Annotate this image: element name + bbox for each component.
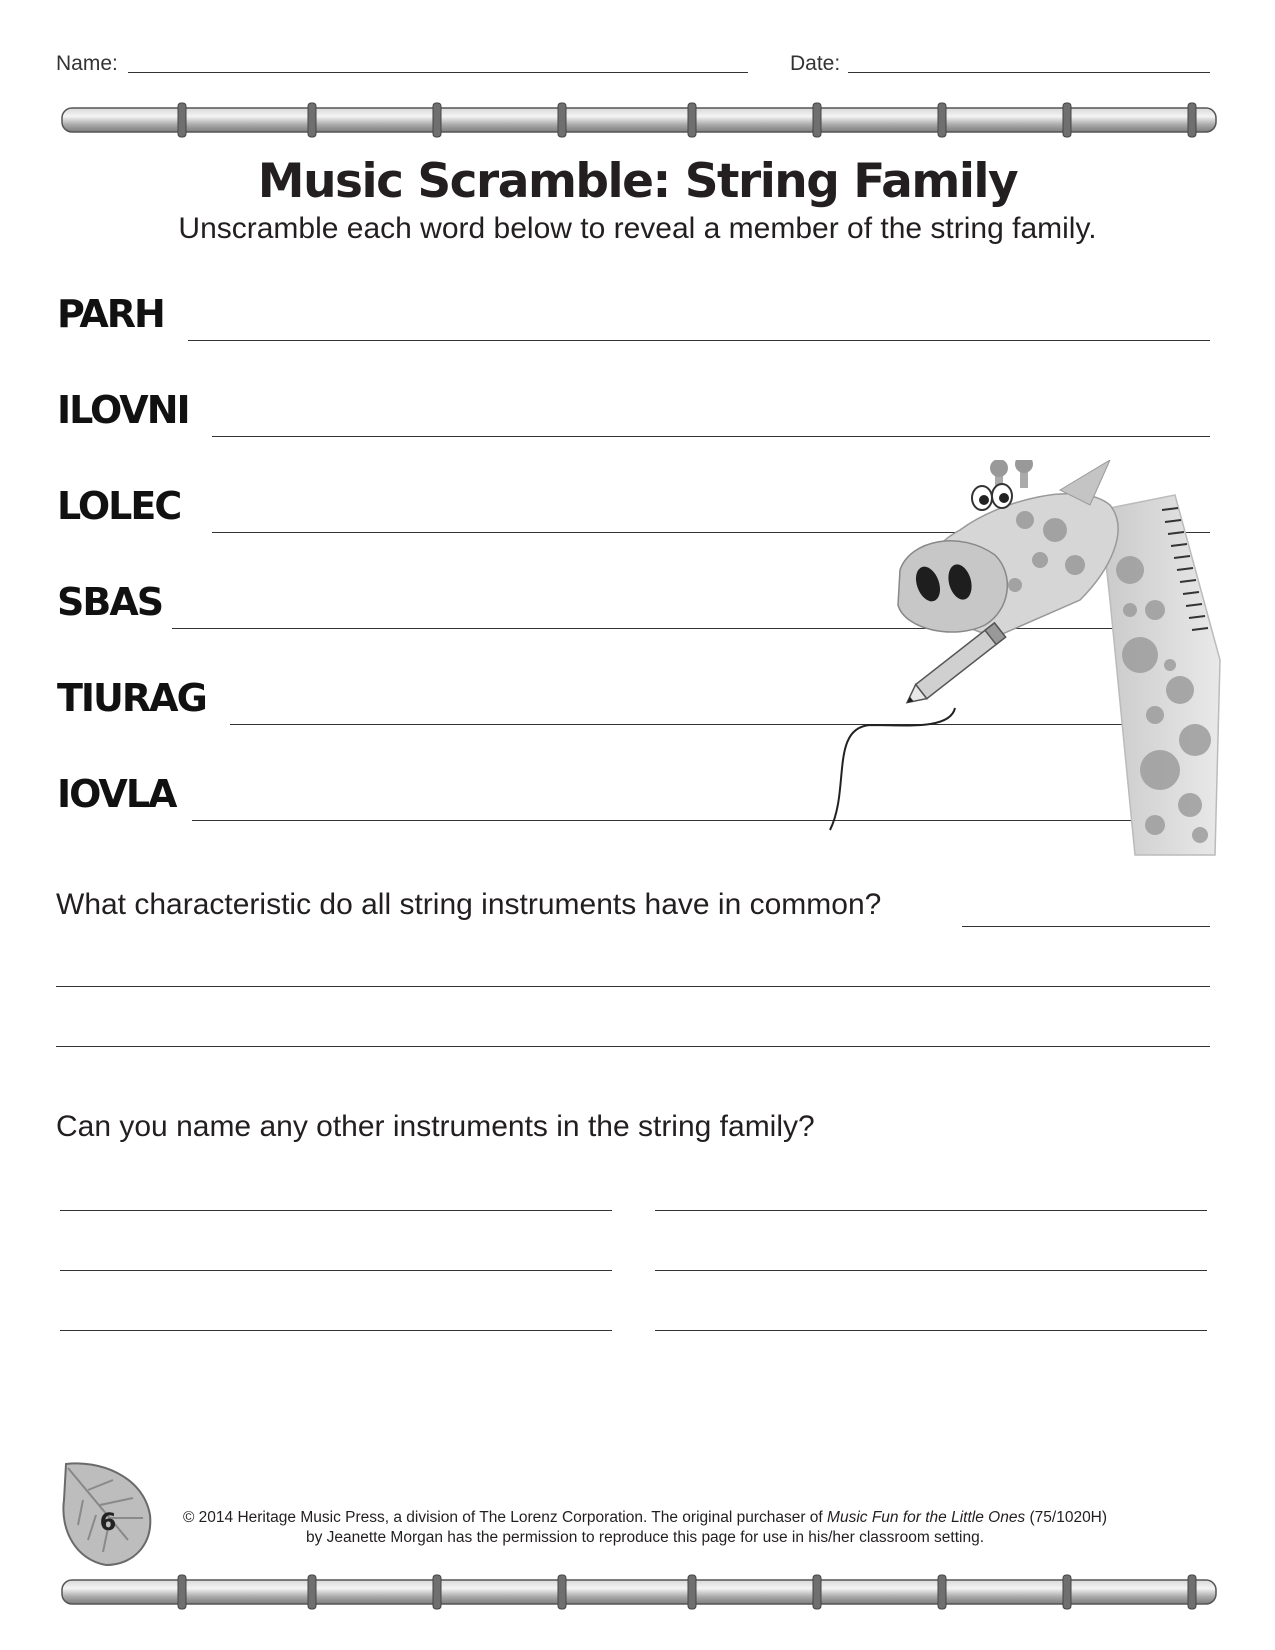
date-label: Date: [790, 52, 841, 75]
answer-line[interactable] [655, 1330, 1207, 1331]
permission-text: by Jeanette Morgan has the permission to reproduce this page for use in his/her classroom setting. [305, 1529, 985, 1546]
answer-line[interactable] [655, 1210, 1207, 1211]
question-other-instruments: Can you name any other instruments in the string family? [56, 1110, 815, 1143]
page-title: Music Scramble: String Family [257, 154, 1018, 209]
answer-line[interactable] [212, 436, 1210, 437]
answer-line[interactable] [60, 1270, 612, 1271]
instructions: Unscramble each word below to reveal a member of the string family. [178, 212, 1097, 245]
scramble-word: TIURAG [57, 676, 206, 720]
bamboo-border-bottom [58, 1572, 1220, 1612]
scramble-word: LOLEC [57, 484, 181, 528]
answer-line[interactable] [60, 1210, 612, 1211]
date-field[interactable] [848, 72, 1210, 73]
answer-line[interactable] [962, 926, 1210, 927]
answer-line[interactable] [60, 1330, 612, 1331]
answer-line[interactable] [56, 986, 1210, 987]
bamboo-border-top [58, 100, 1220, 140]
book-title: Music Fun for the Little Ones [827, 1509, 1026, 1526]
scramble-word: IOVLA [57, 772, 176, 816]
name-label: Name: [56, 52, 118, 75]
page-number: 6 [99, 1508, 117, 1536]
product-code: (75/1020H) [1025, 1509, 1108, 1526]
answer-line[interactable] [655, 1270, 1207, 1271]
answer-line[interactable] [56, 1046, 1210, 1047]
scramble-word: ILOVNI [57, 388, 189, 432]
question-common-characteristic: What characteristic do all string instruments have in common? [56, 888, 882, 921]
scramble-word: SBAS [57, 580, 163, 624]
name-field[interactable] [128, 72, 748, 73]
copyright-text: © 2014 Heritage Music Press, a division of The Lorenz Corporation. The original purchaser of [182, 1509, 828, 1526]
copyright-notice [180, 1508, 1110, 1548]
answer-line[interactable] [188, 340, 1210, 341]
giraffe-illustration [810, 460, 1230, 870]
scramble-word: PARH [57, 292, 164, 336]
